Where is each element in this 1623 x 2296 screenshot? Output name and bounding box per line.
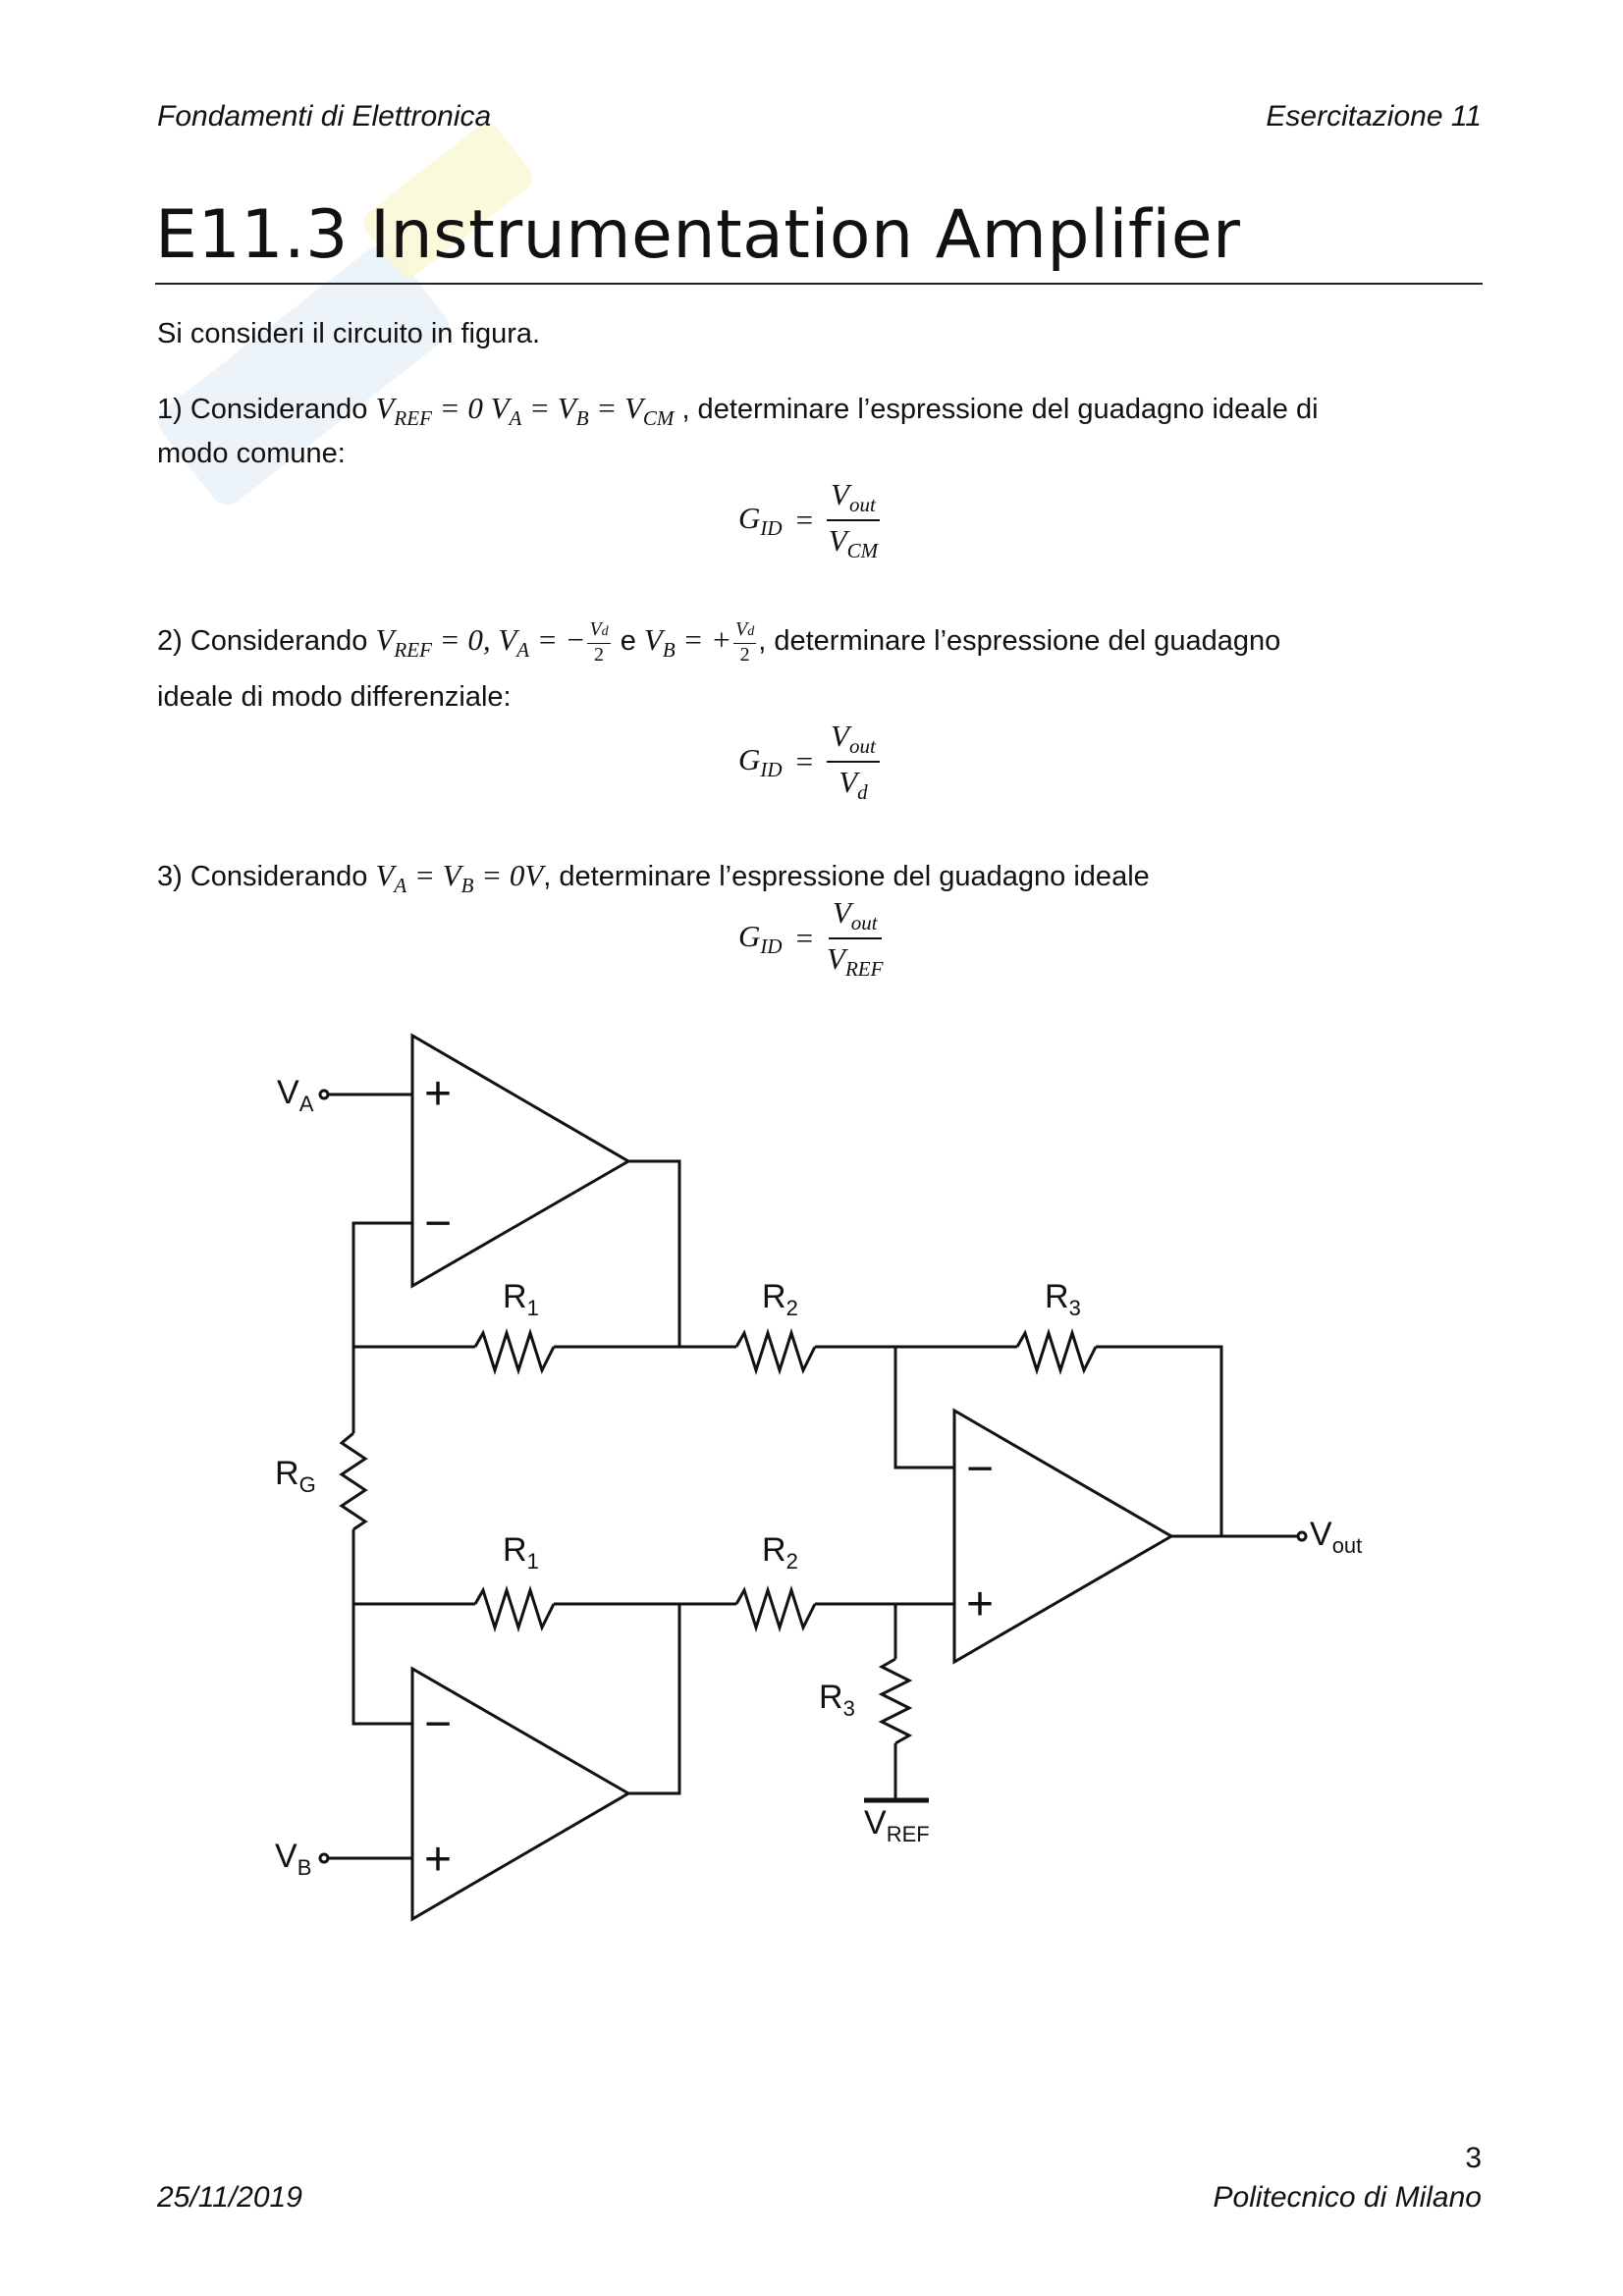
label-r3-top: $R_3$ — [1045, 1278, 1081, 1320]
question-3: 3) Considerando $V_A = V_B = 0V$, determinare l’espressione del guadagno ideale — [157, 858, 1150, 897]
label-vb: $V_B$ — [275, 1838, 312, 1880]
label-r2-bottom: $R_2$ — [762, 1531, 798, 1574]
resistor-rg — [342, 1433, 365, 1529]
footer-date: 25/11/2019 — [157, 2181, 302, 2214]
opamp-bottom-plus: + — [424, 1834, 453, 1886]
opamp-top-plus: + — [424, 1068, 453, 1120]
page-number: 3 — [1465, 2142, 1482, 2174]
page-title: E11.3 Instrumentation Amplifier — [155, 196, 1241, 274]
label-vref: $V_{REF}$ — [864, 1804, 930, 1846]
resistor-r1-bottom — [475, 1590, 554, 1628]
label-rg: $R_G$ — [275, 1455, 316, 1497]
label-va: $V_A$ — [277, 1074, 314, 1116]
label-r1-bottom: $R_1$ — [503, 1531, 539, 1574]
resistor-r2-bottom — [736, 1590, 815, 1628]
label-r1-top: $R_1$ — [503, 1278, 539, 1320]
resistor-r2-top — [736, 1333, 815, 1370]
formula-differential-mode: $G_{ID}$ = $\frac{V_{out}}{V_d}$ — [738, 719, 880, 805]
header-exercise: Esercitazione 11 — [1266, 100, 1482, 133]
opamp-bottom-minus: − — [424, 1698, 453, 1750]
question-2: 2) Considerando $V_{REF} = 0$, $V_A$ = − $\frac{Vd}{2}$ e $V_B$ = + $\frac{Vd}{2}$ , determinare l’espressione del guadagno — [157, 618, 1281, 667]
formula-reference: $G_{ID}$ = $\frac{V_{out}}{V_{REF}}$ — [738, 895, 884, 981]
intro-text: Si consideri il circuito in figura. — [157, 318, 541, 349]
question-1: 1) Considerando $V_{REF} = 0$ $V_A = V_B = V_{CM}$ , determinare l’espressione del guadagno ideale di — [157, 391, 1319, 430]
question-2-line2: ideale di modo differenziale: — [157, 681, 512, 713]
resistor-r1-top — [475, 1333, 554, 1370]
label-r3-bottom: $R_3$ — [819, 1679, 855, 1721]
label-r2-top: $R_2$ — [762, 1278, 798, 1320]
footer-institution: Politecnico di Milano — [1213, 2181, 1482, 2214]
resistor-r3-feedback — [1017, 1333, 1096, 1370]
opamp-output-minus: − — [966, 1443, 995, 1495]
label-vout: $V_{out}$ — [1310, 1516, 1363, 1558]
resistor-r3-ground — [882, 1659, 909, 1743]
formula-common-mode: $G_{ID}$ = $\frac{V_{out}}{V_{CM}}$ — [738, 477, 879, 562]
header-course: Fondamenti di Elettronica — [157, 100, 492, 133]
question-1-line2: modo comune: — [157, 438, 346, 469]
opamp-top-minus: − — [424, 1198, 453, 1250]
opamp-output-plus: + — [966, 1578, 995, 1630]
